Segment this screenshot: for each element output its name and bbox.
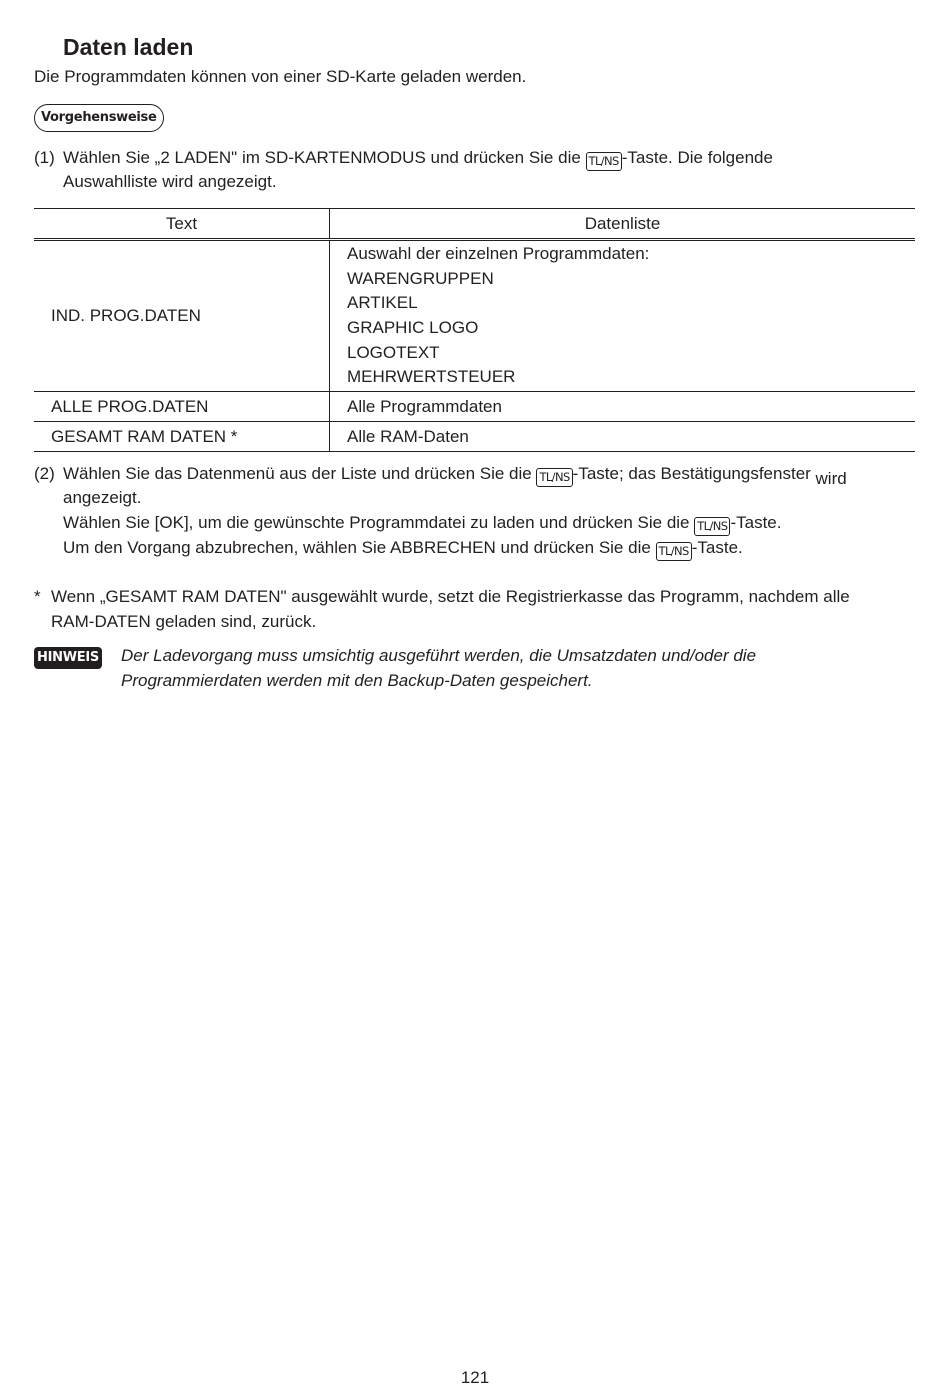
- footnote: [34, 585, 850, 634]
- step-2: [34, 464, 847, 489]
- step-1: [34, 148, 773, 171]
- table-row: [34, 392, 915, 422]
- page-title: Daten laden: [63, 34, 194, 60]
- table-cell-data: [330, 240, 916, 392]
- table-row: [34, 422, 915, 452]
- table-cell-data: Alle RAM-Daten: [330, 422, 916, 452]
- step-2-line-2: angezeigt.: [63, 488, 142, 507]
- step-2-line-1-before-key: Wählen Sie das Datenmenü aus der Liste und drücken Sie die: [63, 464, 537, 483]
- table-row: [34, 240, 915, 392]
- tlns-key-icon: TL/NS: [536, 468, 572, 487]
- column-header-datenliste: Datenliste: [330, 209, 916, 240]
- table-cell-data: Alle Programmdaten: [330, 392, 916, 422]
- note-text: [121, 644, 756, 693]
- data-list-item: LOGOTEXT: [347, 342, 440, 362]
- data-list-item: GRAPHIC LOGO: [347, 318, 479, 337]
- tlns-key-icon: TL/NS: [586, 152, 622, 171]
- column-header-text: Text: [34, 209, 330, 240]
- tlns-key-icon: TL/NS: [656, 542, 692, 561]
- intro-text: Die Programmdaten können von einer SD-Karte geladen werden.: [34, 67, 527, 86]
- step-2-line-1-after-key: -Taste; das Bestätigungsfenster: [572, 464, 816, 483]
- footnote-line-2: RAM-DATEN geladen sind, zurück.: [51, 611, 317, 631]
- table-cell-text: GESAMT RAM DATEN *: [34, 422, 330, 452]
- note-line-1: Der Ladevorgang muss umsichtig ausgeführt werden, die Umsatzdaten und/oder die: [121, 646, 757, 665]
- page-number: 121: [460, 1368, 490, 1387]
- footnote-line-1: [34, 585, 850, 610]
- step-1-line-2: Auswahlliste wird angezeigt.: [63, 172, 277, 191]
- step-2-line-4-after-key: -Taste.: [691, 538, 743, 557]
- data-list-item: ARTIKEL: [347, 293, 418, 313]
- step-1-text-after-key: -Taste. Die folgende: [621, 148, 773, 167]
- step-2-line-3-after-key: -Taste.: [730, 513, 782, 532]
- step-2-line-1-end: wird: [815, 469, 847, 488]
- data-table: [34, 208, 915, 452]
- step-2-line-3: [34, 513, 781, 536]
- step-2-line-4-before-key: Um den Vorgang abzubrechen, wählen Sie ABBRECHEN und drücken Sie die: [63, 538, 656, 557]
- table-cell-text: ALLE PROG.DATEN: [34, 392, 330, 422]
- step-2-line-3-before-key: Wählen Sie [OK], um die gewünschte Programmdatei zu laden und drücken Sie die: [63, 513, 695, 532]
- step-1-number: (1): [34, 148, 55, 167]
- step-1-text-before-key: Wählen Sie „2 LADEN" im SD-KARTENMODUS und drücken Sie die: [63, 148, 586, 167]
- procedure-label: Vorgehensweise: [34, 104, 164, 132]
- note-line-2: Programmierdaten werden mit den Backup-Daten gespeichert.: [121, 670, 593, 690]
- footnote-text-1: Wenn „GESAMT RAM DATEN" ausgewählt wurde, setzt die Registrierkasse das Programm, nachdem alle: [51, 587, 850, 606]
- hinweis-badge: HINWEIS: [34, 647, 102, 669]
- table-header-row: [34, 209, 915, 240]
- footnote-marker: *: [34, 587, 41, 606]
- step-2-line-4: [34, 538, 743, 561]
- tlns-key-icon: TL/NS: [694, 517, 730, 536]
- data-list-item: Auswahl der einzelnen Programmdaten:: [347, 244, 650, 264]
- step-2-number: (2): [34, 464, 55, 483]
- table-cell-text: IND. PROG.DATEN: [34, 240, 330, 392]
- data-list-item: WARENGRUPPEN: [347, 268, 494, 288]
- data-list-item: MEHRWERTSTEUER: [347, 367, 516, 387]
